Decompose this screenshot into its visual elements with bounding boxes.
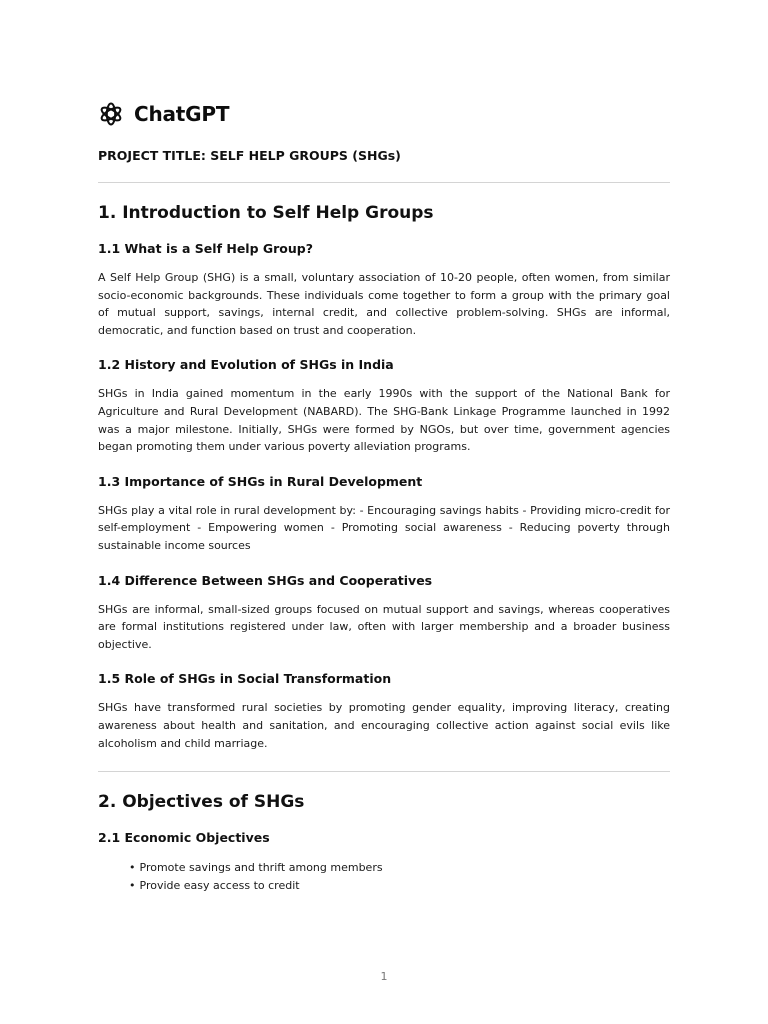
list-item: • Provide easy access to credit: [129, 877, 670, 895]
brand-header: [98, 98, 670, 130]
paragraph: SHGs in India gained momentum in the early 1990s with the support of the National Bank for Agriculture and Rural Development (NABARD). The SHG-Bank Linkage Programme launched in 1992 was a major milestone. Initially, SHGs were formed by NGOs, but over time, government agencies began promoting them under various poverty alleviation programs.: [98, 387, 670, 454]
openai-logo-icon: [98, 101, 124, 127]
section-heading: 2. Objectives of SHGs: [98, 792, 305, 813]
paragraph: SHGs play a vital role in rural development by: - Encouraging savings habits - Providing micro-credit for self-employment - Empowering women - Promoting social awareness - Reducing poverty through sustainable income sources: [98, 503, 670, 552]
subsection-heading: 1.5 Role of SHGs in Social Transformation: [98, 671, 392, 687]
subsection-heading: 2.1 Economic Objectives: [98, 830, 270, 846]
paragraph: SHGs have transformed rural societies by promoting gender equality, improving literacy, creating awareness about health and sanitation, and encouraging collective action against social evils like alcoholism and child marriage.: [98, 701, 670, 750]
paragraph: SHGs are informal, small-sized groups focused on mutual support and savings, whereas cooperatives are formal institutions registered under law, often with larger membership and a broader business objective.: [98, 602, 670, 651]
section-heading: 1. Introduction to Self Help Groups: [98, 203, 434, 223]
divider: [98, 182, 670, 183]
subsection-heading: 1.1 What is a Self Help Group?: [98, 241, 313, 256]
divider: [98, 771, 670, 772]
document-page: [98, 98, 670, 894]
brand-name: ChatGPT: [134, 102, 230, 126]
bullet-list: [98, 859, 670, 894]
subsection-heading: 1.3 Importance of SHGs in Rural Development: [98, 473, 423, 489]
page-number: 1: [380, 970, 388, 983]
list-item: • Promote savings and thrift among members: [129, 859, 670, 877]
subsection-heading: 1.4 Difference Between SHGs and Cooperatives: [98, 572, 433, 588]
project-title: PROJECT TITLE: SELF HELP GROUPS (SHGs): [98, 148, 401, 163]
subsection-heading: 1.2 History and Evolution of SHGs in India: [98, 357, 394, 373]
paragraph: A Self Help Group (SHG) is a small, voluntary association of 10-20 people, often women, from similar socio-economic backgrounds. These individuals come together to form a group with the primary goal of mutual support, savings, internal credit, and collective problem-solving. SHGs are informal, democratic, and function based on trust and cooperation.: [98, 271, 670, 337]
